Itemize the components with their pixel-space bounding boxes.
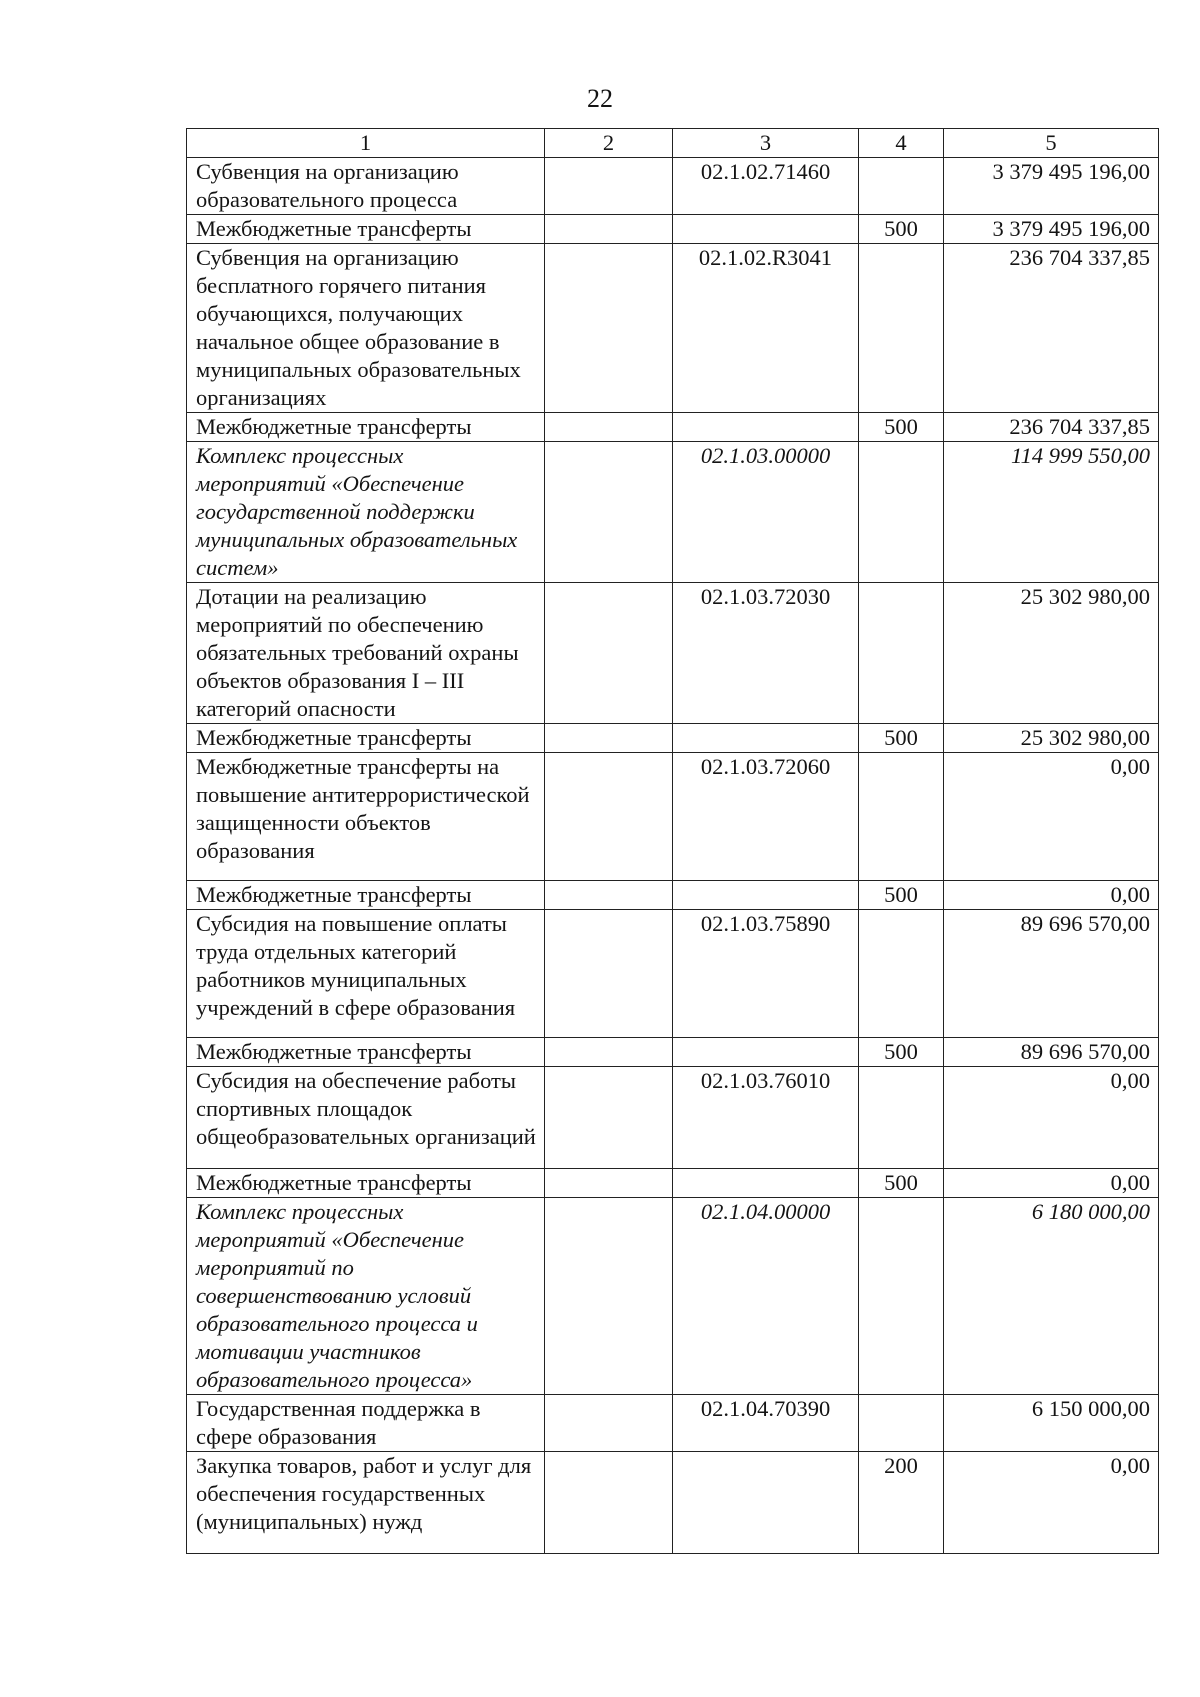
amount-cell: 3 379 495 196,00 — [944, 158, 1159, 215]
item-name-cell: Субвенция на организацию бесплатного горячего питания обучающихся, получающих начальное общее образование в муниципальных образовательных организациях — [187, 244, 545, 413]
expense-type-cell: 500 — [859, 881, 944, 910]
header-cell-1: 1 — [187, 129, 545, 158]
expense-type-cell — [859, 442, 944, 583]
expense-type-cell — [859, 1067, 944, 1169]
classification-code-cell — [673, 413, 859, 442]
expense-type-cell — [859, 158, 944, 215]
table-row — [187, 753, 1159, 881]
header-cell-3: 3 — [673, 129, 859, 158]
amount-cell: 0,00 — [944, 753, 1159, 881]
amount-cell: 25 302 980,00 — [944, 583, 1159, 724]
column-2-cell — [545, 881, 673, 910]
header-cell-4: 4 — [859, 129, 944, 158]
column-2-cell — [545, 413, 673, 442]
amount-cell: 89 696 570,00 — [944, 910, 1159, 1038]
table-row — [187, 442, 1159, 583]
amount-cell: 0,00 — [944, 881, 1159, 910]
amount-cell: 6 150 000,00 — [944, 1395, 1159, 1452]
classification-code-cell: 02.1.03.00000 — [673, 442, 859, 583]
classification-code-cell — [673, 215, 859, 244]
item-name-cell: Межбюджетные трансферты — [187, 1169, 545, 1198]
item-name-cell: Межбюджетные трансферты — [187, 724, 545, 753]
item-name-cell: Субсидия на повышение оплаты труда отдельных категорий работников муниципальных учреждений в сфере образования — [187, 910, 545, 1038]
column-2-cell — [545, 442, 673, 583]
header-cell-5: 5 — [944, 129, 1159, 158]
expense-type-cell: 500 — [859, 1169, 944, 1198]
header-cell-2: 2 — [545, 129, 673, 158]
table-row — [187, 158, 1159, 215]
amount-cell: 0,00 — [944, 1169, 1159, 1198]
column-2-cell — [545, 158, 673, 215]
amount-cell: 6 180 000,00 — [944, 1198, 1159, 1395]
column-2-cell — [545, 583, 673, 724]
column-2-cell — [545, 724, 673, 753]
header-row — [187, 129, 1159, 158]
expense-type-cell: 500 — [859, 724, 944, 753]
item-name-cell: Субсидия на обеспечение работы спортивных площадок общеобразовательных организаций — [187, 1067, 545, 1169]
amount-cell: 0,00 — [944, 1452, 1159, 1554]
expense-type-cell — [859, 583, 944, 724]
item-name-cell: Государственная поддержка в сфере образования — [187, 1395, 545, 1452]
table-row — [187, 1038, 1159, 1067]
classification-code-cell: 02.1.02.71460 — [673, 158, 859, 215]
column-2-cell — [545, 910, 673, 1038]
column-2-cell — [545, 215, 673, 244]
amount-cell: 114 999 550,00 — [944, 442, 1159, 583]
classification-code-cell — [673, 881, 859, 910]
amount-cell: 25 302 980,00 — [944, 724, 1159, 753]
classification-code-cell: 02.1.04.70390 — [673, 1395, 859, 1452]
table-body — [187, 158, 1159, 1554]
column-2-cell — [545, 753, 673, 881]
table-row — [187, 1169, 1159, 1198]
column-2-cell — [545, 1395, 673, 1452]
amount-cell: 236 704 337,85 — [944, 244, 1159, 413]
table-row — [187, 244, 1159, 413]
page-number: 22 — [587, 84, 613, 113]
classification-code-cell — [673, 724, 859, 753]
table-row — [187, 881, 1159, 910]
item-name-cell: Межбюджетные трансферты — [187, 215, 545, 244]
table-row — [187, 1395, 1159, 1452]
amount-cell: 89 696 570,00 — [944, 1038, 1159, 1067]
table-row — [187, 1198, 1159, 1395]
expense-type-cell — [859, 244, 944, 413]
classification-code-cell: 02.1.03.72060 — [673, 753, 859, 881]
classification-code-cell: 02.1.04.00000 — [673, 1198, 859, 1395]
table-row — [187, 910, 1159, 1038]
item-name-cell: Межбюджетные трансферты — [187, 881, 545, 910]
item-name-cell: Комплекс процессных мероприятий «Обеспечение мероприятий по совершенствованию условий образовательного процесса и мотивации участников образовательного процесса» — [187, 1198, 545, 1395]
expense-type-cell — [859, 910, 944, 1038]
amount-cell: 236 704 337,85 — [944, 413, 1159, 442]
item-name-cell: Межбюджетные трансферты — [187, 413, 545, 442]
table-row — [187, 724, 1159, 753]
amount-cell: 3 379 495 196,00 — [944, 215, 1159, 244]
table-row — [187, 215, 1159, 244]
budget-table — [186, 128, 1159, 1554]
expense-type-cell: 500 — [859, 413, 944, 442]
expense-type-cell: 200 — [859, 1452, 944, 1554]
classification-code-cell — [673, 1169, 859, 1198]
column-2-cell — [545, 1067, 673, 1169]
expense-type-cell: 500 — [859, 215, 944, 244]
column-2-cell — [545, 1169, 673, 1198]
item-name-cell: Межбюджетные трансферты на повышение антитеррористической защищенности объектов образования — [187, 753, 545, 881]
classification-code-cell — [673, 1452, 859, 1554]
expense-type-cell — [859, 1198, 944, 1395]
classification-code-cell: 02.1.03.75890 — [673, 910, 859, 1038]
classification-code-cell — [673, 1038, 859, 1067]
item-name-cell: Дотации на реализацию мероприятий по обеспечению обязательных требований охраны объектов образования I – III категорий опасности — [187, 583, 545, 724]
column-2-cell — [545, 1038, 673, 1067]
item-name-cell: Субвенция на организацию образовательного процесса — [187, 158, 545, 215]
item-name-cell: Межбюджетные трансферты — [187, 1038, 545, 1067]
classification-code-cell: 02.1.02.R3041 — [673, 244, 859, 413]
column-2-cell — [545, 244, 673, 413]
item-name-cell: Закупка товаров, работ и услуг для обеспечения государственных (муниципальных) нужд — [187, 1452, 545, 1554]
classification-code-cell: 02.1.03.72030 — [673, 583, 859, 724]
classification-code-cell: 02.1.03.76010 — [673, 1067, 859, 1169]
column-2-cell — [545, 1452, 673, 1554]
table-row — [187, 1067, 1159, 1169]
column-2-cell — [545, 1198, 673, 1395]
table-row — [187, 1452, 1159, 1554]
expense-type-cell: 500 — [859, 1038, 944, 1067]
amount-cell: 0,00 — [944, 1067, 1159, 1169]
expense-type-cell — [859, 753, 944, 881]
expense-type-cell — [859, 1395, 944, 1452]
table-row — [187, 583, 1159, 724]
table-row — [187, 413, 1159, 442]
item-name-cell: Комплекс процессных мероприятий «Обеспечение государственной поддержки муниципальных образовательных систем» — [187, 442, 545, 583]
